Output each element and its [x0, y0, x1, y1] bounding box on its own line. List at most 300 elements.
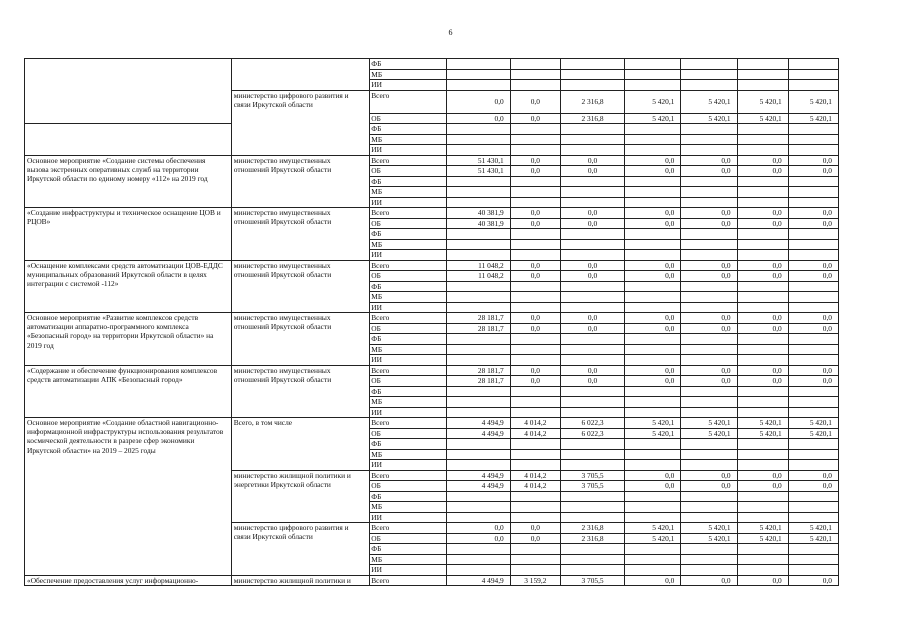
- value-cell: [560, 491, 624, 502]
- value-cell: 0,0: [625, 271, 681, 282]
- value-cell: [446, 80, 510, 91]
- value-cell: [625, 491, 681, 502]
- value-cell: [737, 334, 788, 345]
- table-row: [25, 208, 839, 219]
- value-cell: 4 014,2: [510, 481, 560, 492]
- value-cell: [681, 502, 737, 513]
- value-cell: [510, 302, 560, 313]
- value-cell: [446, 449, 510, 460]
- funding-source-cell: ОБ: [370, 271, 446, 282]
- value-cell: [788, 491, 838, 502]
- value-cell: [510, 544, 560, 555]
- value-cell: [681, 460, 737, 471]
- value-cell: [510, 554, 560, 565]
- value-cell: [560, 334, 624, 345]
- executor-cell: министерство жилищной политики и: [231, 575, 370, 586]
- value-cell: [788, 302, 838, 313]
- value-cell: [681, 355, 737, 366]
- value-cell: 0,0: [788, 313, 838, 324]
- funding-source-cell: Всего: [370, 523, 446, 534]
- value-cell: [625, 239, 681, 250]
- value-cell: [788, 134, 838, 145]
- value-cell: [681, 554, 737, 565]
- value-cell: 0,0: [737, 323, 788, 334]
- value-cell: [625, 59, 681, 70]
- value-cell: [510, 439, 560, 450]
- value-cell: [446, 124, 510, 135]
- value-cell: [788, 229, 838, 240]
- funding-source-cell: ФБ: [370, 386, 446, 397]
- value-cell: [737, 565, 788, 576]
- value-cell: [446, 145, 510, 156]
- funding-source-cell: Всего: [370, 470, 446, 481]
- value-cell: [681, 491, 737, 502]
- value-cell: 5 420,1: [788, 428, 838, 439]
- value-cell: [737, 124, 788, 135]
- value-cell: 0,0: [788, 323, 838, 334]
- value-cell: [560, 292, 624, 303]
- value-cell: 0,0: [510, 113, 560, 124]
- value-cell: 2 316,8: [560, 113, 624, 124]
- value-cell: [625, 187, 681, 198]
- value-cell: 3 705,5: [560, 575, 624, 586]
- value-cell: 0,0: [788, 260, 838, 271]
- funding-source-cell: Всего: [370, 208, 446, 219]
- value-cell: 0,0: [737, 155, 788, 166]
- value-cell: [788, 281, 838, 292]
- value-cell: [625, 554, 681, 565]
- value-cell: [788, 439, 838, 450]
- value-cell: [737, 491, 788, 502]
- value-cell: [737, 449, 788, 460]
- value-cell: [560, 80, 624, 91]
- value-cell: 11 048,2: [446, 271, 510, 282]
- value-cell: [625, 281, 681, 292]
- value-cell: [737, 145, 788, 156]
- event-name-cell: Основное мероприятие «Создание системы обеспечения вызова экстренных оперативных служб на территории Иркутской области по единому номеру «112» на 2019 год: [25, 155, 232, 208]
- value-cell: 4 014,2: [510, 470, 560, 481]
- value-cell: 51 430,1: [446, 166, 510, 177]
- value-cell: 0,0: [681, 481, 737, 492]
- value-cell: 3 159,2: [510, 575, 560, 586]
- value-cell: [788, 449, 838, 460]
- table-row: [25, 418, 839, 429]
- value-cell: [681, 69, 737, 80]
- value-cell: [625, 344, 681, 355]
- value-cell: [560, 145, 624, 156]
- value-cell: 6 022,3: [560, 428, 624, 439]
- funding-source-cell: Всего: [370, 155, 446, 166]
- executor-cell: министерство цифрового развития и связи Иркутской области: [231, 90, 370, 155]
- funding-source-cell: МБ: [370, 239, 446, 250]
- value-cell: [788, 69, 838, 80]
- value-cell: [560, 439, 624, 450]
- value-cell: 0,0: [446, 533, 510, 544]
- value-cell: 0,0: [446, 113, 510, 124]
- value-cell: 0,0: [625, 481, 681, 492]
- value-cell: [446, 250, 510, 261]
- value-cell: [625, 565, 681, 576]
- value-cell: [625, 292, 681, 303]
- value-cell: [446, 334, 510, 345]
- value-cell: 4 494,9: [446, 470, 510, 481]
- value-cell: 0,0: [560, 313, 624, 324]
- value-cell: 0,0: [510, 90, 560, 113]
- funding-source-cell: ФБ: [370, 439, 446, 450]
- value-cell: 5 420,1: [737, 428, 788, 439]
- value-cell: [446, 407, 510, 418]
- value-cell: 0,0: [681, 208, 737, 219]
- value-cell: 28 181,7: [446, 313, 510, 324]
- value-cell: 3 705,5: [560, 481, 624, 492]
- value-cell: 0,0: [788, 218, 838, 229]
- value-cell: 0,0: [560, 323, 624, 334]
- value-cell: [510, 176, 560, 187]
- value-cell: [560, 134, 624, 145]
- value-cell: [560, 386, 624, 397]
- value-cell: 2 316,8: [560, 533, 624, 544]
- value-cell: [788, 502, 838, 513]
- value-cell: [681, 344, 737, 355]
- value-cell: 40 381,9: [446, 208, 510, 219]
- funding-source-cell: ИИ: [370, 80, 446, 91]
- value-cell: [446, 554, 510, 565]
- value-cell: [510, 460, 560, 471]
- value-cell: [446, 292, 510, 303]
- value-cell: [681, 59, 737, 70]
- value-cell: [681, 386, 737, 397]
- value-cell: 0,0: [560, 218, 624, 229]
- value-cell: [788, 355, 838, 366]
- value-cell: [737, 292, 788, 303]
- value-cell: [625, 134, 681, 145]
- value-cell: 0,0: [510, 523, 560, 534]
- value-cell: 0,0: [737, 481, 788, 492]
- value-cell: [510, 397, 560, 408]
- funding-source-cell: ОБ: [370, 218, 446, 229]
- value-cell: [681, 187, 737, 198]
- value-cell: [737, 197, 788, 208]
- value-cell: 0,0: [560, 271, 624, 282]
- value-cell: [625, 460, 681, 471]
- funding-source-cell: МБ: [370, 292, 446, 303]
- value-cell: [788, 250, 838, 261]
- value-cell: [560, 565, 624, 576]
- value-cell: 0,0: [510, 218, 560, 229]
- value-cell: [625, 145, 681, 156]
- funding-source-cell: ФБ: [370, 491, 446, 502]
- funding-source-cell: ИИ: [370, 302, 446, 313]
- value-cell: [625, 544, 681, 555]
- value-cell: 0,0: [625, 365, 681, 376]
- funding-source-cell: МБ: [370, 449, 446, 460]
- value-cell: [788, 176, 838, 187]
- value-cell: 4 494,9: [446, 575, 510, 586]
- event-name-cell: «Создание инфраструктуры и техническое оснащение ЦОВ и РЦОВ»: [25, 208, 232, 261]
- value-cell: [788, 292, 838, 303]
- funding-source-cell: ОБ: [370, 323, 446, 334]
- value-cell: [560, 229, 624, 240]
- value-cell: 0,0: [681, 260, 737, 271]
- value-cell: [510, 80, 560, 91]
- value-cell: [788, 386, 838, 397]
- value-cell: 5 420,1: [625, 523, 681, 534]
- value-cell: [446, 176, 510, 187]
- value-cell: 0,0: [510, 313, 560, 324]
- value-cell: [446, 134, 510, 145]
- value-cell: 0,0: [510, 533, 560, 544]
- value-cell: 6 022,3: [560, 418, 624, 429]
- value-cell: 5 420,1: [788, 113, 838, 124]
- value-cell: [737, 460, 788, 471]
- value-cell: [560, 344, 624, 355]
- table-row: [25, 124, 839, 135]
- value-cell: [446, 544, 510, 555]
- table-row: [25, 365, 839, 376]
- value-cell: [446, 512, 510, 523]
- value-cell: 0,0: [560, 365, 624, 376]
- value-cell: [681, 124, 737, 135]
- value-cell: [446, 197, 510, 208]
- funding-source-cell: МБ: [370, 397, 446, 408]
- value-cell: [625, 407, 681, 418]
- value-cell: [625, 355, 681, 366]
- value-cell: 0,0: [788, 155, 838, 166]
- value-cell: 5 420,1: [788, 533, 838, 544]
- funding-source-cell: Всего: [370, 260, 446, 271]
- table-row: [25, 59, 839, 70]
- value-cell: 0,0: [681, 218, 737, 229]
- funding-source-cell: Всего: [370, 313, 446, 324]
- value-cell: [737, 512, 788, 523]
- funding-source-cell: ФБ: [370, 281, 446, 292]
- executor-cell: министерство жилищной политики и энергетики Иркутской области: [231, 470, 370, 523]
- value-cell: [788, 239, 838, 250]
- executor-cell: министерство цифрового развития и связи Иркутской области: [231, 523, 370, 576]
- value-cell: [446, 355, 510, 366]
- value-cell: [737, 344, 788, 355]
- value-cell: [560, 512, 624, 523]
- value-cell: 0,0: [625, 155, 681, 166]
- value-cell: 0,0: [625, 575, 681, 586]
- value-cell: [625, 439, 681, 450]
- value-cell: 51 430,1: [446, 155, 510, 166]
- value-cell: 0,0: [737, 218, 788, 229]
- value-cell: 5 420,1: [625, 418, 681, 429]
- table-row: [25, 260, 839, 271]
- value-cell: [446, 565, 510, 576]
- value-cell: 5 420,1: [737, 533, 788, 544]
- value-cell: [510, 344, 560, 355]
- value-cell: [737, 176, 788, 187]
- value-cell: 40 381,9: [446, 218, 510, 229]
- funding-source-cell: ФБ: [370, 176, 446, 187]
- value-cell: [446, 302, 510, 313]
- value-cell: 0,0: [788, 365, 838, 376]
- value-cell: [510, 187, 560, 198]
- value-cell: [510, 386, 560, 397]
- funding-source-cell: МБ: [370, 187, 446, 198]
- value-cell: 28 181,7: [446, 323, 510, 334]
- value-cell: [510, 292, 560, 303]
- value-cell: [560, 544, 624, 555]
- value-cell: 0,0: [625, 470, 681, 481]
- value-cell: [625, 176, 681, 187]
- value-cell: [625, 449, 681, 460]
- value-cell: [737, 302, 788, 313]
- value-cell: [625, 386, 681, 397]
- funding-source-cell: ФБ: [370, 124, 446, 135]
- value-cell: [788, 124, 838, 135]
- value-cell: [737, 229, 788, 240]
- value-cell: 0,0: [560, 376, 624, 387]
- value-cell: 0,0: [737, 313, 788, 324]
- value-cell: [625, 502, 681, 513]
- value-cell: 0,0: [446, 523, 510, 534]
- value-cell: 0,0: [625, 208, 681, 219]
- funding-source-cell: ФБ: [370, 544, 446, 555]
- value-cell: [560, 302, 624, 313]
- value-cell: 0,0: [788, 208, 838, 219]
- value-cell: 0,0: [510, 155, 560, 166]
- value-cell: [560, 281, 624, 292]
- value-cell: 0,0: [681, 365, 737, 376]
- value-cell: 0,0: [737, 166, 788, 177]
- value-cell: 5 420,1: [788, 523, 838, 534]
- value-cell: [446, 59, 510, 70]
- value-cell: 5 420,1: [737, 523, 788, 534]
- funding-table: [24, 58, 839, 586]
- value-cell: [788, 145, 838, 156]
- value-cell: [446, 239, 510, 250]
- funding-source-cell: ИИ: [370, 145, 446, 156]
- funding-source-cell: ФБ: [370, 229, 446, 240]
- value-cell: [510, 334, 560, 345]
- value-cell: [681, 334, 737, 345]
- value-cell: [560, 187, 624, 198]
- value-cell: 0,0: [625, 313, 681, 324]
- funding-source-cell: ИИ: [370, 460, 446, 471]
- value-cell: [510, 449, 560, 460]
- value-cell: [737, 281, 788, 292]
- value-cell: [510, 565, 560, 576]
- value-cell: [788, 554, 838, 565]
- funding-source-cell: ОБ: [370, 481, 446, 492]
- executor-cell: министерство имущественных отношений Иркутской области: [231, 260, 370, 313]
- value-cell: 5 420,1: [681, 428, 737, 439]
- value-cell: [681, 565, 737, 576]
- value-cell: [737, 187, 788, 198]
- value-cell: 4 014,2: [510, 418, 560, 429]
- value-cell: [510, 229, 560, 240]
- value-cell: [681, 239, 737, 250]
- value-cell: [560, 176, 624, 187]
- value-cell: 5 420,1: [681, 533, 737, 544]
- value-cell: 2 316,8: [560, 523, 624, 534]
- funding-source-cell: Всего: [370, 365, 446, 376]
- value-cell: 0,0: [788, 481, 838, 492]
- value-cell: 0,0: [625, 166, 681, 177]
- value-cell: [625, 197, 681, 208]
- value-cell: [510, 512, 560, 523]
- value-cell: 0,0: [681, 313, 737, 324]
- value-cell: 4 494,9: [446, 481, 510, 492]
- value-cell: 0,0: [625, 323, 681, 334]
- value-cell: [788, 397, 838, 408]
- value-cell: [737, 554, 788, 565]
- value-cell: [510, 491, 560, 502]
- value-cell: [446, 397, 510, 408]
- value-cell: 5 420,1: [737, 418, 788, 429]
- value-cell: [737, 439, 788, 450]
- value-cell: [681, 449, 737, 460]
- value-cell: 0,0: [737, 575, 788, 586]
- value-cell: 0,0: [681, 376, 737, 387]
- value-cell: [625, 229, 681, 240]
- funding-source-cell: МБ: [370, 134, 446, 145]
- value-cell: 0,0: [788, 470, 838, 481]
- value-cell: 0,0: [788, 271, 838, 282]
- value-cell: [446, 491, 510, 502]
- value-cell: [560, 554, 624, 565]
- value-cell: 0,0: [681, 155, 737, 166]
- value-cell: [510, 124, 560, 135]
- value-cell: 0,0: [681, 470, 737, 481]
- value-cell: 0,0: [681, 575, 737, 586]
- value-cell: 0,0: [510, 208, 560, 219]
- value-cell: [737, 502, 788, 513]
- value-cell: [737, 397, 788, 408]
- value-cell: 5 420,1: [681, 90, 737, 113]
- value-cell: [560, 502, 624, 513]
- value-cell: 5 420,1: [625, 113, 681, 124]
- value-cell: [510, 281, 560, 292]
- value-cell: 5 420,1: [625, 428, 681, 439]
- value-cell: [737, 69, 788, 80]
- value-cell: 3 705,5: [560, 470, 624, 481]
- value-cell: [510, 407, 560, 418]
- value-cell: 5 420,1: [788, 418, 838, 429]
- value-cell: [681, 176, 737, 187]
- value-cell: [737, 59, 788, 70]
- value-cell: [681, 397, 737, 408]
- value-cell: [737, 239, 788, 250]
- funding-source-cell: ИИ: [370, 565, 446, 576]
- event-name-cell: Основное мероприятие «Развитие комплексов средств автоматизации аппаратно-программного комплекса «Безопасный город» на территории Иркутской области» на 2019 год: [25, 313, 232, 366]
- event-name-cell: «Содержание и обеспечение функционирования комплексов средств автоматизации АПК «Безопасный город»: [25, 365, 232, 418]
- executor-cell: министерство имущественных отношений Иркутской области: [231, 365, 370, 418]
- funding-source-cell: ОБ: [370, 376, 446, 387]
- table-row: [25, 155, 839, 166]
- value-cell: 0,0: [737, 271, 788, 282]
- value-cell: [510, 59, 560, 70]
- event-name-cell: [25, 124, 232, 156]
- value-cell: 5 420,1: [681, 418, 737, 429]
- value-cell: 0,0: [625, 218, 681, 229]
- value-cell: [681, 281, 737, 292]
- value-cell: [737, 407, 788, 418]
- event-name-cell: «Обеспечение предоставления услуг информационно-: [25, 575, 232, 586]
- value-cell: [737, 80, 788, 91]
- funding-source-cell: МБ: [370, 554, 446, 565]
- value-cell: 5 420,1: [737, 113, 788, 124]
- value-cell: [737, 134, 788, 145]
- value-cell: [681, 80, 737, 91]
- value-cell: [625, 69, 681, 80]
- value-cell: [788, 460, 838, 471]
- value-cell: [788, 187, 838, 198]
- value-cell: [681, 229, 737, 240]
